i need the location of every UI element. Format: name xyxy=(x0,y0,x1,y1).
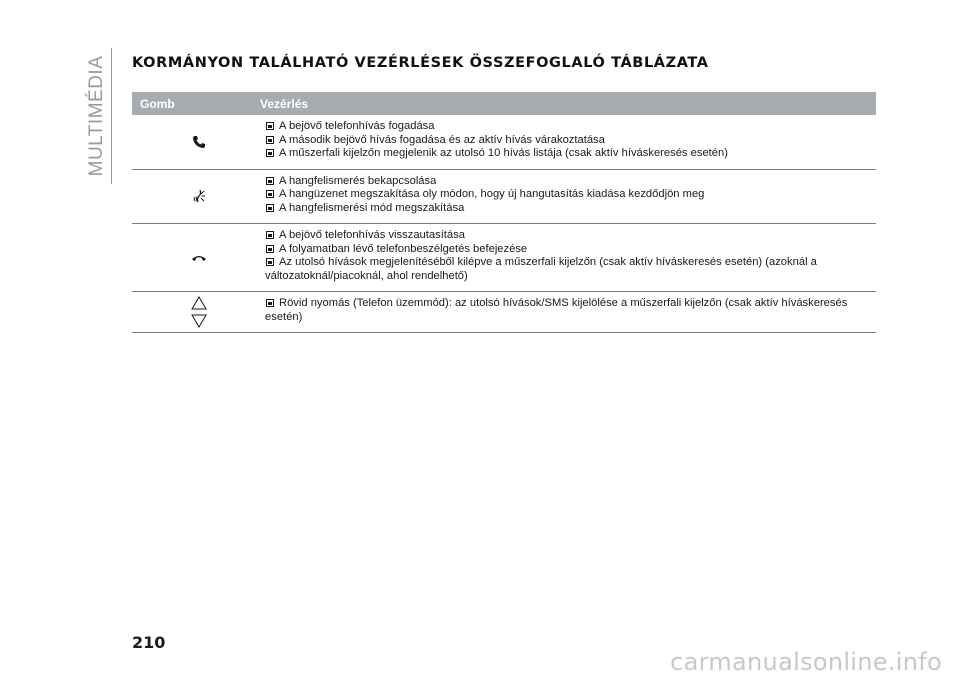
list-item: A hangfelismerés bekapcsolása xyxy=(265,175,876,189)
watermark: carmanualsonline.info xyxy=(670,648,942,676)
table-row xyxy=(132,170,876,225)
list-item: A hangfelismerési mód megszakítása xyxy=(265,202,876,216)
section-divider xyxy=(111,48,112,184)
phone-hangup-icon xyxy=(132,224,265,291)
phone-accept-icon xyxy=(132,115,265,169)
up-down-arrows-icon xyxy=(132,292,265,332)
table-row xyxy=(132,115,876,170)
page-title: KORMÁNYON TALÁLHATÓ VEZÉRLÉSEK ÖSSZEFOGLALÓ TÁBLÁZATA xyxy=(132,55,709,71)
list-item: A műszerfali kijelzőn megjelenik az utolsó 10 hívás listája (csak aktív híváskeresés esetén) xyxy=(265,147,876,161)
list-item: A hangüzenet megszakítása oly módon, hogy új hangutasítás kiadása kezdődjön meg xyxy=(265,188,876,202)
list-item: Rövid nyomás (Telefon üzemmód): az utolsó hívások/SMS kijelölése a műszerfali kijelzőn (csak aktív híváskeresés esetén) xyxy=(265,297,848,323)
table-row xyxy=(132,224,876,292)
header-control: Vezérlés xyxy=(260,96,309,111)
list-item: Az utolsó hívások megjelenítéséből kilépve a műszerfali kijelzőn (csak aktív híváskeresés esetén) (azoknál a változatoknál/piacoknál, ahol rendelhető) xyxy=(265,256,817,282)
controls-table xyxy=(132,92,876,333)
table-header xyxy=(132,92,876,115)
page-number: 210 xyxy=(132,633,166,652)
header-button: Gomb xyxy=(140,96,175,111)
voice-recognition-icon xyxy=(132,170,265,224)
list-item: A bejövő telefonhívás visszautasítása xyxy=(265,229,876,243)
list-item: A bejövő telefonhívás fogadása xyxy=(265,120,876,134)
section-label: MULTIMÉDIA xyxy=(86,55,107,177)
table-row xyxy=(132,292,876,333)
list-item: A második bejövő hívás fogadása és az aktív hívás várakoztatása xyxy=(265,134,876,148)
list-item: A folyamatban lévő telefonbeszélgetés befejezése xyxy=(265,243,876,257)
